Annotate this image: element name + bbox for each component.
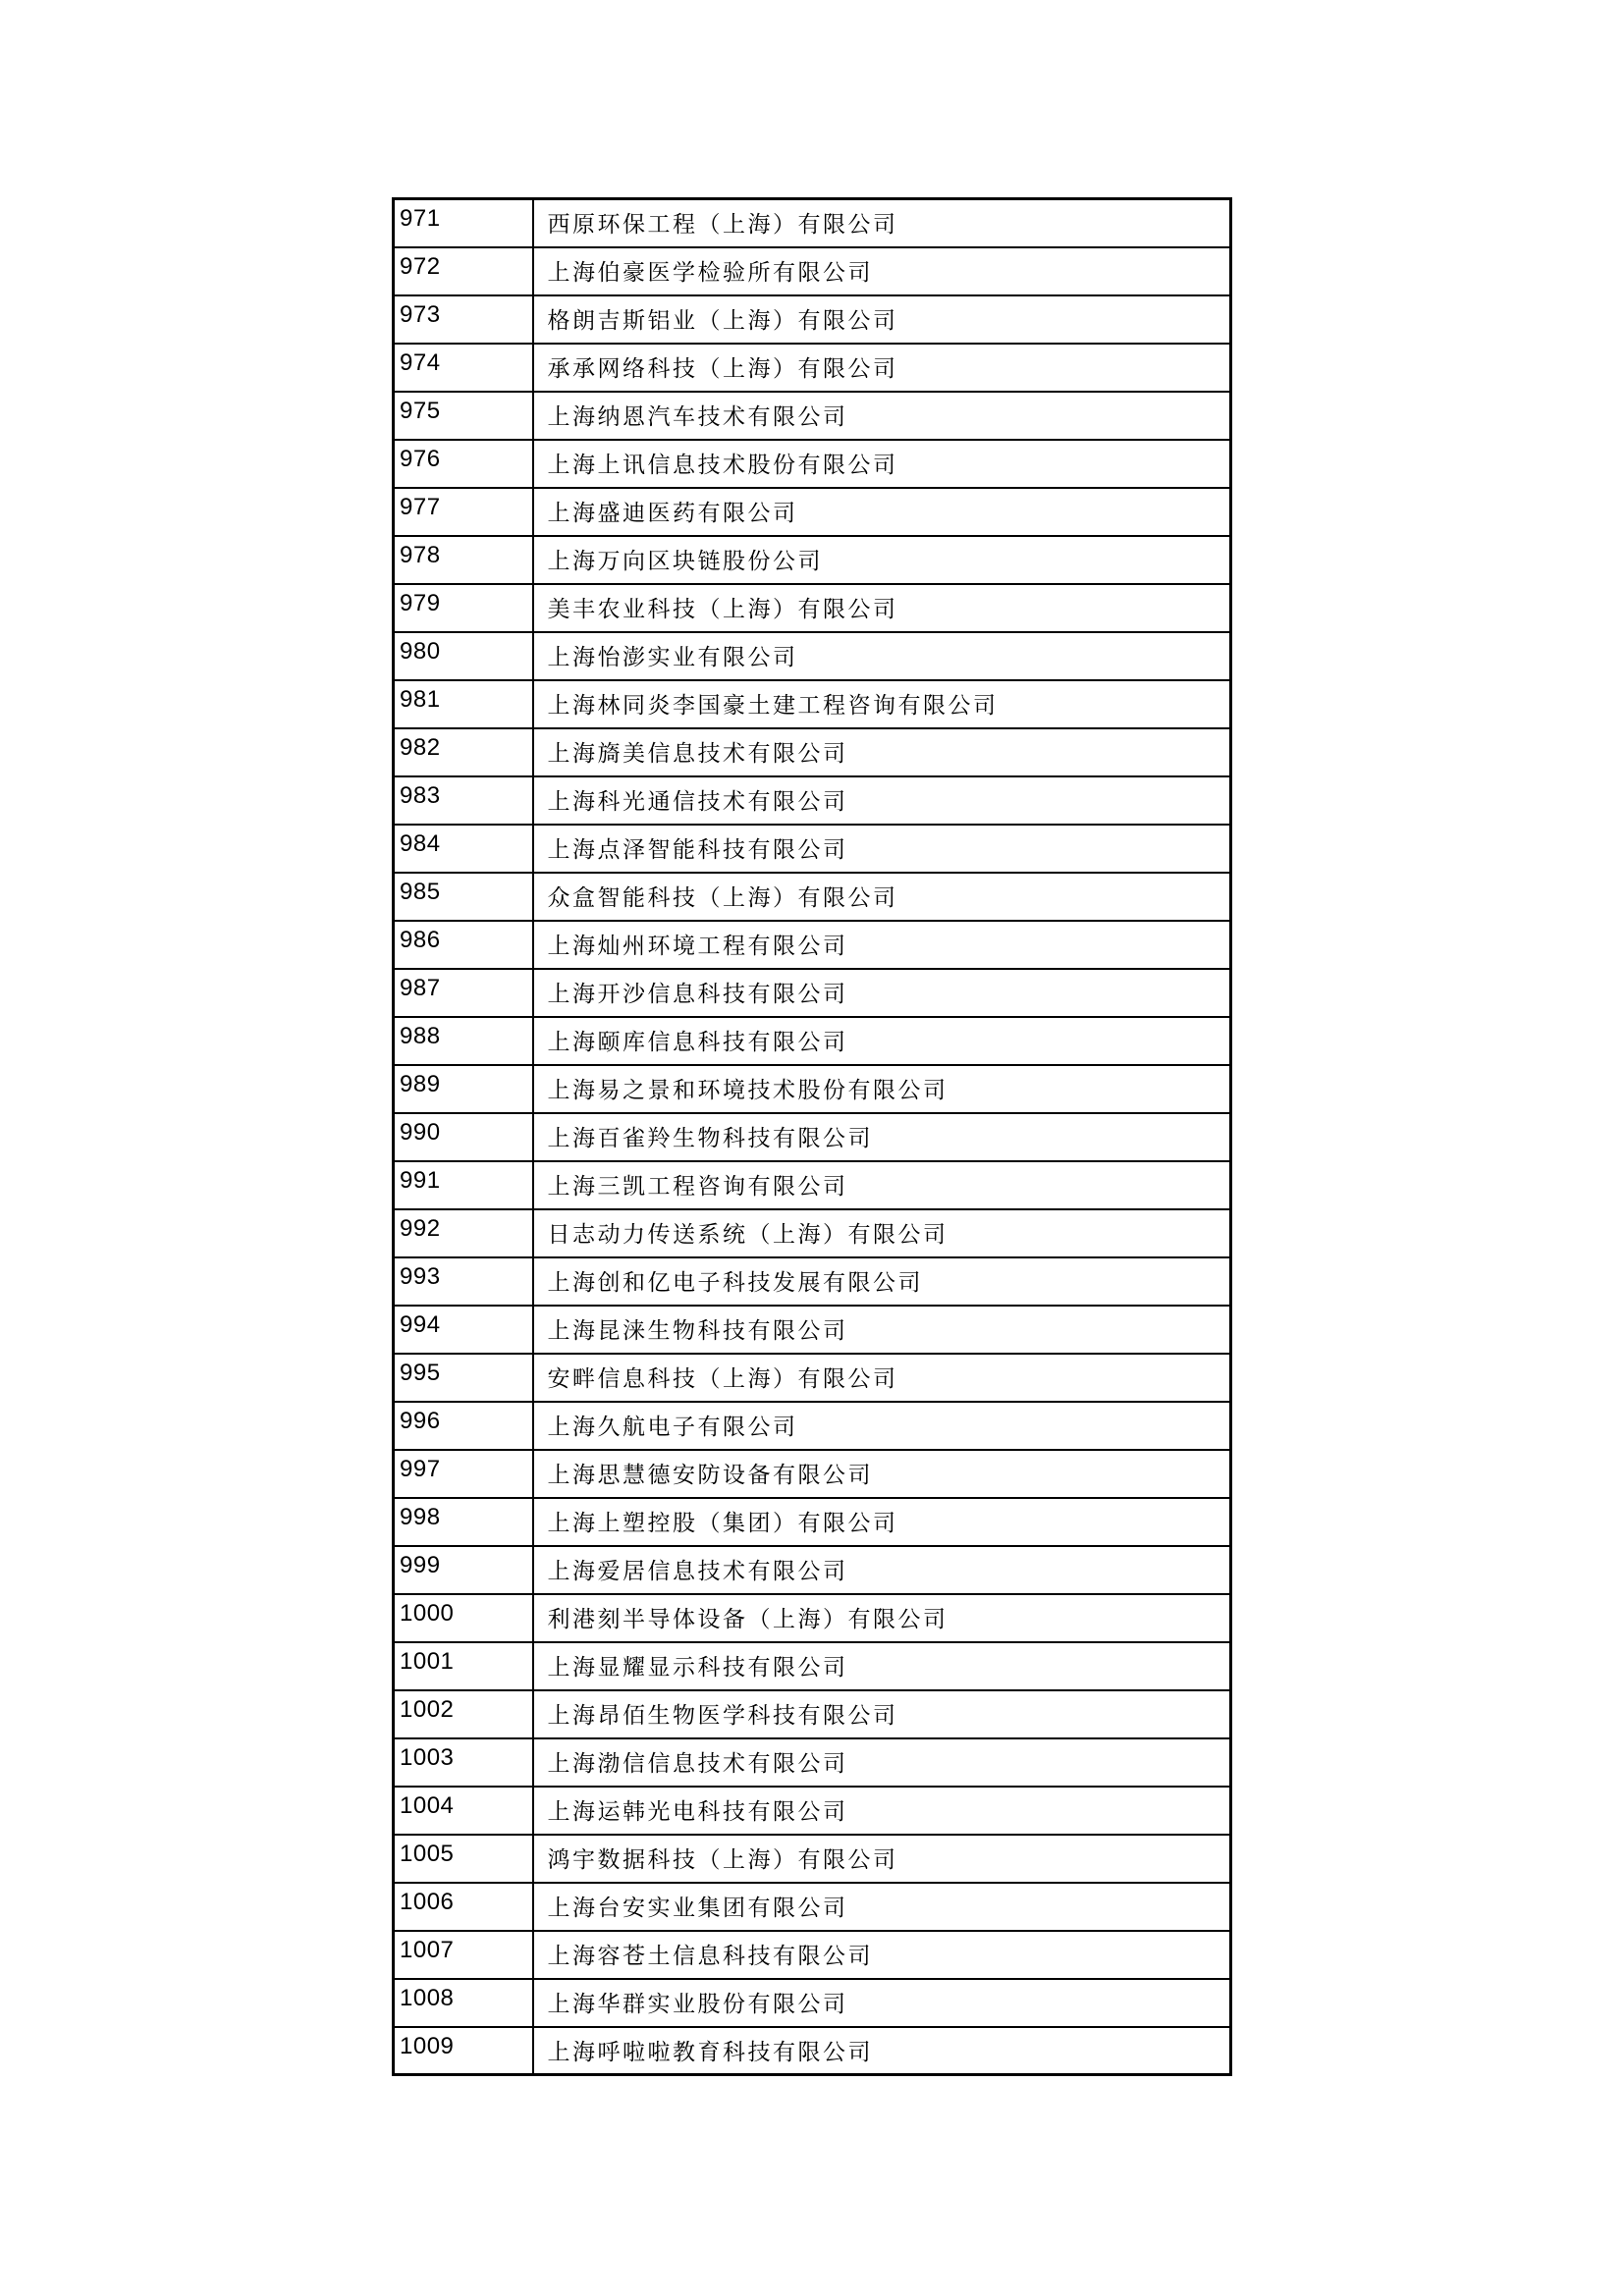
table-row [394, 247, 1231, 295]
table-row [394, 1498, 1231, 1546]
company-name-cell: 上海台安实业集团有限公司 [533, 1883, 1231, 1931]
row-number-cell: 973 [394, 295, 533, 344]
row-number-cell: 1002 [394, 1690, 533, 1738]
company-name-cell: 上海华群实业股份有限公司 [533, 1979, 1231, 2027]
row-number-cell: 1006 [394, 1883, 533, 1931]
company-name-cell: 日志动力传送系统（上海）有限公司 [533, 1209, 1231, 1257]
company-name-cell: 上海上塑控股（集团）有限公司 [533, 1498, 1231, 1546]
company-name-cell: 上海怡澎实业有限公司 [533, 632, 1231, 680]
table-row [394, 1113, 1231, 1161]
company-name-cell: 上海开沙信息科技有限公司 [533, 969, 1231, 1017]
row-number-cell: 982 [394, 728, 533, 776]
company-name-cell: 上海昆涞生物科技有限公司 [533, 1306, 1231, 1354]
table-row [394, 440, 1231, 488]
row-number-cell: 978 [394, 536, 533, 584]
table-row [394, 1017, 1231, 1065]
company-name-cell: 上海伯豪医学检验所有限公司 [533, 247, 1231, 295]
company-name-cell: 上海上讯信息技术股份有限公司 [533, 440, 1231, 488]
table-row [394, 584, 1231, 632]
row-number-cell: 975 [394, 392, 533, 440]
company-name-cell: 上海纳恩汽车技术有限公司 [533, 392, 1231, 440]
row-number-cell: 997 [394, 1450, 533, 1498]
row-number-cell: 1004 [394, 1787, 533, 1835]
company-name-cell: 上海爱居信息技术有限公司 [533, 1546, 1231, 1594]
table-row [394, 392, 1231, 440]
company-name-cell: 承承网络科技（上海）有限公司 [533, 344, 1231, 392]
company-name-cell: 上海点泽智能科技有限公司 [533, 825, 1231, 873]
row-number-cell: 974 [394, 344, 533, 392]
row-number-cell: 971 [394, 199, 533, 247]
table-row [394, 1738, 1231, 1787]
row-number-cell: 1003 [394, 1738, 533, 1787]
table-row [394, 1690, 1231, 1738]
row-number-cell: 983 [394, 776, 533, 825]
row-number-cell: 979 [394, 584, 533, 632]
company-name-cell: 上海显耀显示科技有限公司 [533, 1642, 1231, 1690]
table-row [394, 1257, 1231, 1306]
row-number-cell: 991 [394, 1161, 533, 1209]
row-number-cell: 989 [394, 1065, 533, 1113]
company-name-cell: 格朗吉斯铝业（上海）有限公司 [533, 295, 1231, 344]
row-number-cell: 992 [394, 1209, 533, 1257]
company-list-table [392, 197, 1232, 2076]
table-row [394, 680, 1231, 728]
table-row [394, 1787, 1231, 1835]
company-name-cell: 上海思慧德安防设备有限公司 [533, 1450, 1231, 1498]
row-number-cell: 1008 [394, 1979, 533, 2027]
company-name-cell: 上海创和亿电子科技发展有限公司 [533, 1257, 1231, 1306]
row-number-cell: 998 [394, 1498, 533, 1546]
company-name-cell: 上海盛迪医药有限公司 [533, 488, 1231, 536]
table-row [394, 1546, 1231, 1594]
row-number-cell: 980 [394, 632, 533, 680]
company-name-cell: 上海容苍土信息科技有限公司 [533, 1931, 1231, 1979]
company-name-cell: 上海呼啦啦教育科技有限公司 [533, 2027, 1231, 2075]
company-name-cell: 上海颐库信息科技有限公司 [533, 1017, 1231, 1065]
row-number-cell: 984 [394, 825, 533, 873]
company-name-cell: 利港刻半导体设备（上海）有限公司 [533, 1594, 1231, 1642]
table-row [394, 873, 1231, 921]
table-row [394, 344, 1231, 392]
table-row [394, 1835, 1231, 1883]
table-row [394, 1642, 1231, 1690]
table-row [394, 1354, 1231, 1402]
row-number-cell: 995 [394, 1354, 533, 1402]
table-row [394, 1883, 1231, 1931]
table-row [394, 969, 1231, 1017]
company-name-cell: 上海运韩光电科技有限公司 [533, 1787, 1231, 1835]
row-number-cell: 999 [394, 1546, 533, 1594]
row-number-cell: 996 [394, 1402, 533, 1450]
table-row [394, 1065, 1231, 1113]
company-name-cell: 安畔信息科技（上海）有限公司 [533, 1354, 1231, 1402]
row-number-cell: 990 [394, 1113, 533, 1161]
row-number-cell: 981 [394, 680, 533, 728]
table-row [394, 199, 1231, 247]
table-row [394, 921, 1231, 969]
company-name-cell: 上海灿州环境工程有限公司 [533, 921, 1231, 969]
row-number-cell: 972 [394, 247, 533, 295]
row-number-cell: 988 [394, 1017, 533, 1065]
company-name-cell: 上海万向区块链股份公司 [533, 536, 1231, 584]
table-row [394, 728, 1231, 776]
table-row [394, 536, 1231, 584]
table-row [394, 1450, 1231, 1498]
table-row [394, 1979, 1231, 2027]
company-name-cell: 美丰农业科技（上海）有限公司 [533, 584, 1231, 632]
row-number-cell: 976 [394, 440, 533, 488]
row-number-cell: 1005 [394, 1835, 533, 1883]
row-number-cell: 986 [394, 921, 533, 969]
row-number-cell: 987 [394, 969, 533, 1017]
company-name-cell: 西原环保工程（上海）有限公司 [533, 199, 1231, 247]
row-number-cell: 1007 [394, 1931, 533, 1979]
company-name-cell: 上海渤信信息技术有限公司 [533, 1738, 1231, 1787]
table-row [394, 1306, 1231, 1354]
company-name-cell: 上海昂佰生物医学科技有限公司 [533, 1690, 1231, 1738]
company-table-body [394, 199, 1231, 2075]
table-row [394, 632, 1231, 680]
row-number-cell: 1009 [394, 2027, 533, 2075]
company-name-cell: 众盒智能科技（上海）有限公司 [533, 873, 1231, 921]
table-row [394, 1594, 1231, 1642]
table-row [394, 295, 1231, 344]
company-name-cell: 上海三凯工程咨询有限公司 [533, 1161, 1231, 1209]
company-name-cell: 鸿宇数据科技（上海）有限公司 [533, 1835, 1231, 1883]
row-number-cell: 1001 [394, 1642, 533, 1690]
table-row [394, 776, 1231, 825]
row-number-cell: 1000 [394, 1594, 533, 1642]
row-number-cell: 994 [394, 1306, 533, 1354]
table-row [394, 1209, 1231, 1257]
row-number-cell: 985 [394, 873, 533, 921]
table-row [394, 825, 1231, 873]
table-row [394, 1402, 1231, 1450]
company-name-cell: 上海久航电子有限公司 [533, 1402, 1231, 1450]
table-row [394, 488, 1231, 536]
table-row [394, 1161, 1231, 1209]
company-name-cell: 上海旖美信息技术有限公司 [533, 728, 1231, 776]
row-number-cell: 993 [394, 1257, 533, 1306]
table-row [394, 1931, 1231, 1979]
table-row [394, 2027, 1231, 2075]
row-number-cell: 977 [394, 488, 533, 536]
company-name-cell: 上海科光通信技术有限公司 [533, 776, 1231, 825]
company-name-cell: 上海百雀羚生物科技有限公司 [533, 1113, 1231, 1161]
company-name-cell: 上海易之景和环境技术股份有限公司 [533, 1065, 1231, 1113]
company-name-cell: 上海林同炎李国豪土建工程咨询有限公司 [533, 680, 1231, 728]
